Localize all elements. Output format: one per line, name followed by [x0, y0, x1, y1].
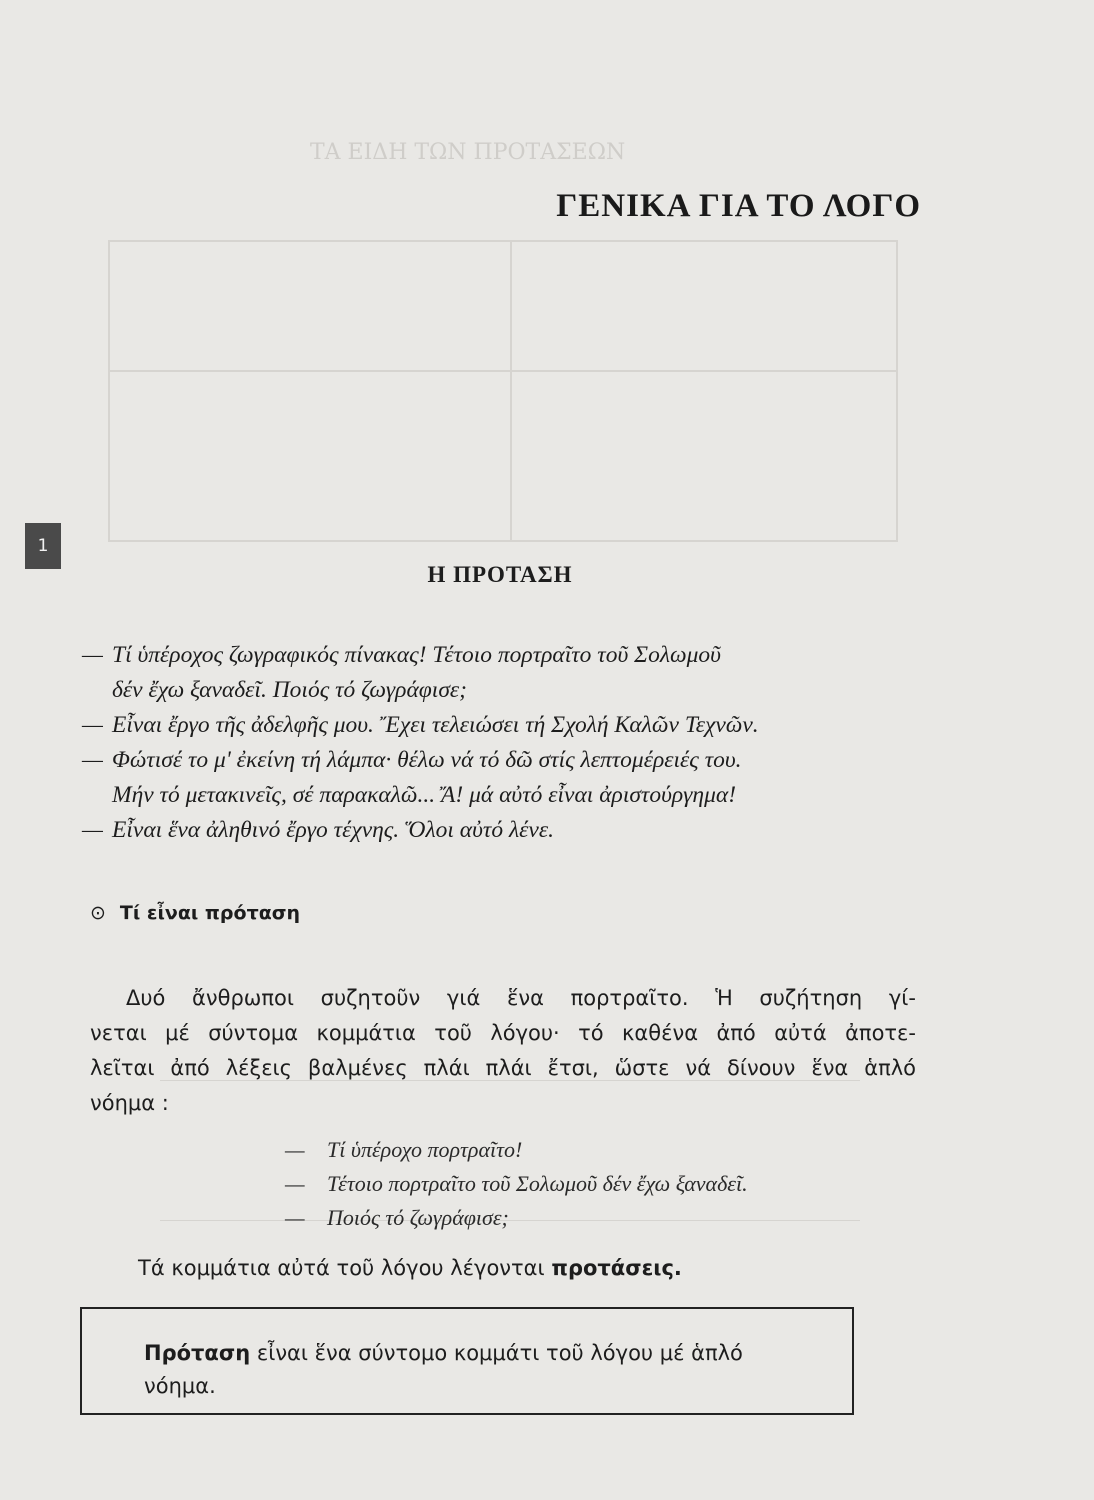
dialogue-line: Μήν τό μετακινεῖς, σέ παρακαλῶ... Ἄ! μά αὐτό εἶναι ἀριστούργημα!	[112, 782, 737, 808]
dialogue-line: δέν ἔχω ξαναδεῖ. Ποιός τό ζωγράφισε;	[112, 677, 467, 703]
circle-dot-icon: ⊙	[90, 902, 106, 924]
section-title: Η ΠΡΟΤΑΣΗ	[427, 562, 573, 587]
definition-line: Πρόταση εἶναι ἕνα σύντομο κομμάτι τοῦ λόγου μέ ἁπλό	[144, 1341, 743, 1365]
example-line: — Τί ὑπέροχο πορτραῖτο!	[285, 1137, 523, 1162]
example-line: — Τέτοιο πορτραῖτο τοῦ Σολωμοῦ δέν ἔχω ξαναδεῖ.	[285, 1171, 748, 1196]
dialogue-block	[82, 638, 942, 848]
dialogue-line: — Εἶναι ἔργο τῆς ἀδελφῆς μου. Ἔχει τελειώσει τή Σχολή Καλῶν Τεχνῶν.	[82, 712, 759, 738]
conclusion-sentence: Τά κομμάτια αὐτά τοῦ λόγου λέγονται προτάσεις.	[138, 1256, 682, 1280]
definition-term: Πρόταση	[144, 1341, 251, 1365]
examples-list	[285, 1133, 925, 1235]
dialogue-line: — Φώτισέ το μ' ἐκείνη τή λάμπα· θέλω νά τό δῶ στίς λεπτομέρειές του.	[82, 747, 742, 773]
dialogue-line: — Τί ὑπέροχος ζωγραφικός πίνακας! Τέτοιο πορτραῖτο τοῦ Σολωμοῦ	[82, 642, 721, 668]
paragraph-line: Δυό ἄνθρωποι συζητοῦν γιά ἕνα πορτραῖτο. Ἡ συζήτηση γί-	[126, 986, 916, 1010]
key-term: προτάσεις.	[551, 1256, 682, 1280]
paragraph-line: νεται μέ σύντομα κομμάτια τοῦ λόγου· τό καθένα ἀπό αὐτά ἀποτε-	[90, 1021, 916, 1045]
definition-line: νόημα.	[144, 1374, 216, 1398]
explanation-paragraph	[90, 981, 916, 1121]
chapter-number-badge: 1	[25, 523, 61, 569]
example-line: — Ποιός τό ζωγράφισε;	[285, 1205, 509, 1230]
paragraph-line: νόημα :	[90, 1091, 169, 1115]
chapter-title: ΓΕΝΙΚΑ ΓΙΑ ΤΟ ΛΟΓΟ	[556, 188, 921, 224]
paragraph-line: λεῖται ἀπό λέξεις βαλμένες πλάι πλάι ἔτσι, ὥστε νά δίνουν ἕνα ἁπλό	[90, 1056, 916, 1080]
question-heading	[90, 902, 300, 924]
question-heading-text: Τί εἶναι πρόταση	[119, 902, 301, 924]
definition-box	[80, 1307, 854, 1415]
dialogue-line: — Εἶναι ἕνα ἀληθινό ἔργο τέχνης. Ὅλοι αὐτό λένε.	[82, 817, 554, 843]
